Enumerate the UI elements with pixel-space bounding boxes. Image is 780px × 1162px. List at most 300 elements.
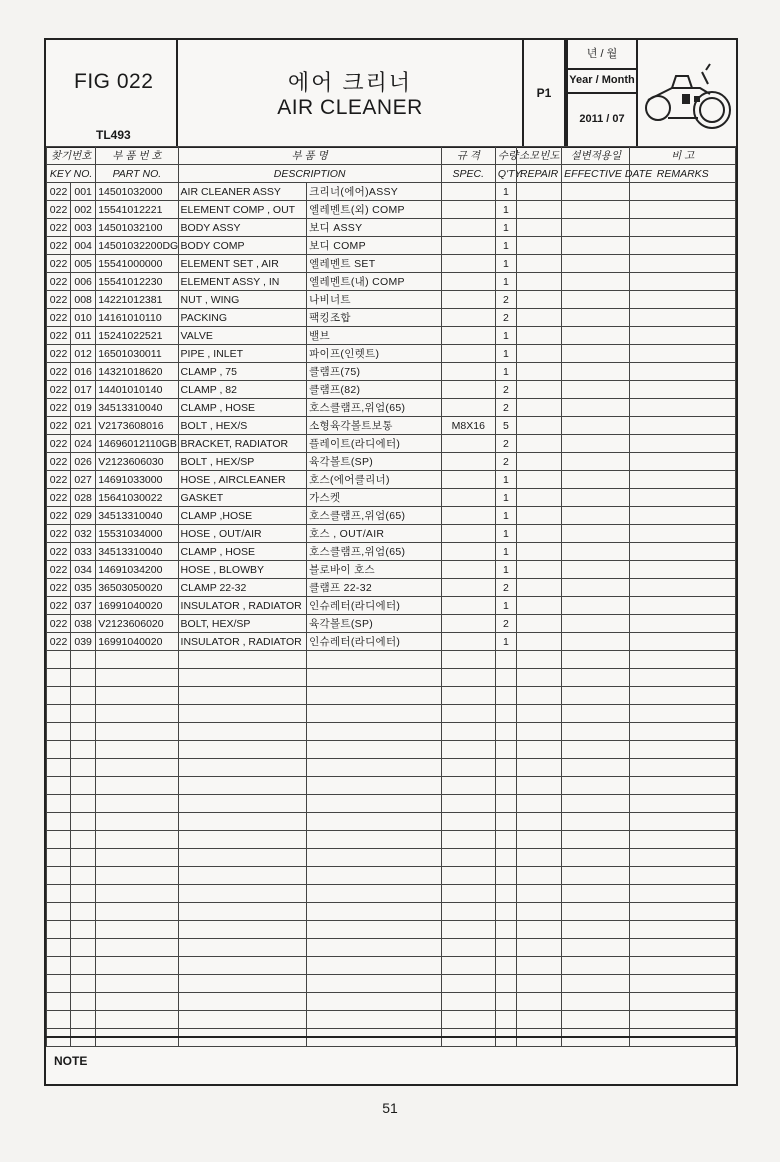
remarks-cell <box>630 255 736 273</box>
remarks-cell <box>630 561 736 579</box>
key-cell <box>71 831 96 849</box>
description-ko-cell: 육각볼트(SP) <box>307 615 442 633</box>
description-ko-cell <box>307 1011 442 1029</box>
effective-date-cell <box>562 615 630 633</box>
qty-cell: 1 <box>495 489 516 507</box>
description-en-cell: BOLT , HEX/S <box>178 417 307 435</box>
repair-cell <box>516 903 561 921</box>
part-number-cell <box>96 939 178 957</box>
fig-cell: 022 <box>47 183 71 201</box>
description-ko-cell <box>307 687 442 705</box>
empty-row <box>47 885 736 903</box>
repair-cell <box>516 363 561 381</box>
remarks-cell <box>630 327 736 345</box>
key-cell <box>71 741 96 759</box>
description-ko-cell <box>307 813 442 831</box>
qty-cell <box>495 813 516 831</box>
part-number-cell <box>96 777 178 795</box>
empty-row <box>47 813 736 831</box>
repair-cell <box>516 759 561 777</box>
fig-cell: 022 <box>47 381 71 399</box>
remarks-cell <box>630 831 736 849</box>
fig-cell: 022 <box>47 345 71 363</box>
parts-sheet <box>44 38 738 1086</box>
description-en-cell <box>178 795 307 813</box>
qty-cell: 2 <box>495 291 516 309</box>
fig-cell: 022 <box>47 237 71 255</box>
table-row <box>47 579 736 597</box>
repair-cell <box>516 291 561 309</box>
part-number-cell <box>96 651 178 669</box>
description-ko-cell: 호스(에어클리너) <box>307 471 442 489</box>
fig-cell <box>47 939 71 957</box>
col-remarks-ko: 비 고 <box>630 147 736 165</box>
part-number-cell <box>96 741 178 759</box>
spec-cell <box>441 867 495 885</box>
title-english: AIR CLEANER <box>277 96 423 119</box>
fig-cell <box>47 705 71 723</box>
key-cell: 005 <box>71 255 96 273</box>
description-ko-cell <box>307 849 442 867</box>
spec-cell <box>441 831 495 849</box>
part-number-cell: 14501032100 <box>96 219 178 237</box>
key-cell: 002 <box>71 201 96 219</box>
remarks-cell <box>630 705 736 723</box>
remarks-cell <box>630 993 736 1011</box>
col-key: KEY NO. <box>47 165 96 183</box>
figure-cell <box>46 40 178 146</box>
effective-date-cell <box>562 309 630 327</box>
description-en-cell: HOSE , OUT/AIR <box>178 525 307 543</box>
effective-date-cell <box>562 363 630 381</box>
remarks-cell <box>630 813 736 831</box>
empty-row <box>47 1011 736 1029</box>
effective-date-cell <box>562 975 630 993</box>
description-ko-cell: 인슈레터(라디에터) <box>307 633 442 651</box>
table-row <box>47 399 736 417</box>
effective-date-cell <box>562 1011 630 1029</box>
description-en-cell <box>178 741 307 759</box>
road-roller-icon <box>642 60 732 132</box>
part-number-cell <box>96 813 178 831</box>
key-cell: 003 <box>71 219 96 237</box>
key-cell: 038 <box>71 615 96 633</box>
empty-row <box>47 867 736 885</box>
remarks-cell <box>630 579 736 597</box>
effective-date-cell <box>562 921 630 939</box>
fig-cell: 022 <box>47 633 71 651</box>
description-en-cell <box>178 921 307 939</box>
key-cell: 027 <box>71 471 96 489</box>
table-row <box>47 489 736 507</box>
spec-cell <box>441 939 495 957</box>
remarks-cell <box>630 615 736 633</box>
qty-cell <box>495 741 516 759</box>
col-part-ko: 부 품 번 호 <box>96 147 178 165</box>
effective-date-cell <box>562 903 630 921</box>
spec-cell <box>441 543 495 561</box>
year-month-cell <box>566 40 638 146</box>
spec-cell <box>441 309 495 327</box>
description-en-cell: BOLT, HEX/SP <box>178 615 307 633</box>
part-number-cell: 16991040020 <box>96 597 178 615</box>
table-row <box>47 435 736 453</box>
fig-cell: 022 <box>47 525 71 543</box>
key-cell <box>71 867 96 885</box>
key-cell: 024 <box>71 435 96 453</box>
repair-cell <box>516 489 561 507</box>
qty-cell <box>495 849 516 867</box>
qty-cell <box>495 921 516 939</box>
table-row <box>47 219 736 237</box>
fig-cell <box>47 741 71 759</box>
fig-cell: 022 <box>47 489 71 507</box>
effective-date-cell <box>562 327 630 345</box>
description-en-cell: HOSE , BLOWBY <box>178 561 307 579</box>
description-en-cell: CLAMP 22-32 <box>178 579 307 597</box>
spec-cell <box>441 633 495 651</box>
qty-cell <box>495 1011 516 1029</box>
description-en-cell <box>178 1011 307 1029</box>
part-number-cell <box>96 975 178 993</box>
qty-cell: 1 <box>495 471 516 489</box>
fig-cell <box>47 831 71 849</box>
part-number-cell: 15541012230 <box>96 273 178 291</box>
part-number-cell <box>96 669 178 687</box>
qty-cell: 2 <box>495 381 516 399</box>
key-cell <box>71 1011 96 1029</box>
spec-cell <box>441 813 495 831</box>
repair-cell <box>516 939 561 957</box>
key-cell <box>71 903 96 921</box>
description-ko-cell: 엘레멘트 SET <box>307 255 442 273</box>
note-label: NOTE <box>54 1054 88 1068</box>
fig-cell <box>47 957 71 975</box>
effective-date-cell <box>562 417 630 435</box>
repair-cell <box>516 219 561 237</box>
repair-cell <box>516 309 561 327</box>
effective-date-cell <box>562 831 630 849</box>
description-ko-cell: 파이프(인렛트) <box>307 345 442 363</box>
description-ko-cell <box>307 651 442 669</box>
table-row <box>47 273 736 291</box>
qty-cell <box>495 777 516 795</box>
qty-cell: 1 <box>495 561 516 579</box>
fig-cell <box>47 867 71 885</box>
repair-cell <box>516 471 561 489</box>
repair-cell <box>516 579 561 597</box>
repair-cell <box>516 201 561 219</box>
part-number-cell <box>96 705 178 723</box>
description-ko-cell: 팩킹조합 <box>307 309 442 327</box>
remarks-cell <box>630 507 736 525</box>
repair-cell <box>516 795 561 813</box>
part-number-cell: 14321018620 <box>96 363 178 381</box>
remarks-cell <box>630 669 736 687</box>
description-ko-cell <box>307 921 442 939</box>
fig-cell: 022 <box>47 201 71 219</box>
spec-cell <box>441 255 495 273</box>
key-cell <box>71 849 96 867</box>
qty-cell: 2 <box>495 399 516 417</box>
description-ko-cell: 육각볼트(SP) <box>307 453 442 471</box>
spec-cell <box>441 327 495 345</box>
effective-date-cell <box>562 345 630 363</box>
qty-cell: 1 <box>495 201 516 219</box>
description-ko-cell: 보디 ASSY <box>307 219 442 237</box>
part-number-cell <box>96 831 178 849</box>
remarks-cell <box>630 759 736 777</box>
repair-cell <box>516 687 561 705</box>
col-part: PART NO. <box>96 165 178 183</box>
spec-cell <box>441 201 495 219</box>
repair-cell <box>516 867 561 885</box>
description-ko-cell <box>307 705 442 723</box>
part-number-cell: 15241022521 <box>96 327 178 345</box>
part-number-cell <box>96 687 178 705</box>
description-ko-cell <box>307 993 442 1011</box>
description-ko-cell <box>307 831 442 849</box>
remarks-cell <box>630 795 736 813</box>
qty-cell: 1 <box>495 255 516 273</box>
qty-cell: 1 <box>495 183 516 201</box>
repair-cell <box>516 345 561 363</box>
col-key-ko: 찾기번호 <box>47 147 96 165</box>
description-ko-cell <box>307 885 442 903</box>
remarks-cell <box>630 777 736 795</box>
qty-cell: 1 <box>495 597 516 615</box>
repair-cell <box>516 435 561 453</box>
description-en-cell <box>178 867 307 885</box>
effective-date-cell <box>562 579 630 597</box>
part-number-cell <box>96 795 178 813</box>
remarks-cell <box>630 237 736 255</box>
spec-cell <box>441 993 495 1011</box>
remarks-cell <box>630 345 736 363</box>
empty-row <box>47 849 736 867</box>
effective-date-cell <box>562 741 630 759</box>
table-row <box>47 525 736 543</box>
qty-cell: 2 <box>495 579 516 597</box>
spec-cell <box>441 759 495 777</box>
description-en-cell <box>178 651 307 669</box>
repair-cell <box>516 705 561 723</box>
table-row <box>47 345 736 363</box>
remarks-cell <box>630 867 736 885</box>
effective-date-cell <box>562 237 630 255</box>
empty-row <box>47 831 736 849</box>
key-cell: 017 <box>71 381 96 399</box>
spec-cell <box>441 957 495 975</box>
spec-cell <box>441 975 495 993</box>
description-en-cell: PACKING <box>178 309 307 327</box>
part-number-cell: V2173608016 <box>96 417 178 435</box>
key-cell <box>71 813 96 831</box>
effective-date-cell <box>562 849 630 867</box>
fig-cell: 022 <box>47 597 71 615</box>
empty-row <box>47 705 736 723</box>
qty-cell <box>495 885 516 903</box>
key-cell: 004 <box>71 237 96 255</box>
fig-cell: 022 <box>47 543 71 561</box>
part-number-cell <box>96 921 178 939</box>
empty-row <box>47 975 736 993</box>
repair-cell <box>516 273 561 291</box>
remarks-cell <box>630 201 736 219</box>
part-number-cell: 34513310040 <box>96 543 178 561</box>
fig-cell <box>47 921 71 939</box>
fig-cell <box>47 849 71 867</box>
fig-cell <box>47 669 71 687</box>
remarks-cell <box>630 471 736 489</box>
key-cell <box>71 723 96 741</box>
note-box <box>46 1036 736 1086</box>
qty-cell <box>495 903 516 921</box>
qty-cell: 2 <box>495 435 516 453</box>
part-number-cell <box>96 723 178 741</box>
description-en-cell: HOSE , AIRCLEANER <box>178 471 307 489</box>
header-row-english <box>47 165 736 183</box>
description-ko-cell <box>307 867 442 885</box>
col-repair: REPAIR <box>516 165 561 183</box>
repair-cell <box>516 849 561 867</box>
key-cell: 021 <box>71 417 96 435</box>
qty-cell: 1 <box>495 525 516 543</box>
year-month-label: Year / Month <box>568 68 636 94</box>
part-number-cell: V2123606030 <box>96 453 178 471</box>
table-row <box>47 453 736 471</box>
qty-cell: 1 <box>495 345 516 363</box>
key-cell: 032 <box>71 525 96 543</box>
repair-cell <box>516 957 561 975</box>
part-number-cell: 14501032000 <box>96 183 178 201</box>
repair-cell <box>516 633 561 651</box>
table-row <box>47 183 736 201</box>
effective-date-cell <box>562 687 630 705</box>
repair-cell <box>516 741 561 759</box>
spec-cell <box>441 849 495 867</box>
table-row <box>47 327 736 345</box>
description-en-cell: BODY ASSY <box>178 219 307 237</box>
spec-cell <box>441 237 495 255</box>
key-cell: 011 <box>71 327 96 345</box>
part-number-cell: 14501032200DG <box>96 237 178 255</box>
key-cell <box>71 921 96 939</box>
fig-cell <box>47 687 71 705</box>
description-ko-cell: 엘레멘트(내) COMP <box>307 273 442 291</box>
table-row <box>47 363 736 381</box>
part-number-cell: V2123606020 <box>96 615 178 633</box>
empty-row <box>47 957 736 975</box>
spec-cell <box>441 777 495 795</box>
description-en-cell: CLAMP , HOSE <box>178 543 307 561</box>
title-korean: 에어 크리너 <box>287 70 413 95</box>
spec-cell <box>441 183 495 201</box>
repair-cell <box>516 921 561 939</box>
effective-date-cell <box>562 201 630 219</box>
spec-cell <box>441 597 495 615</box>
qty-cell <box>495 759 516 777</box>
spec-cell <box>441 507 495 525</box>
description-ko-cell <box>307 939 442 957</box>
repair-cell <box>516 669 561 687</box>
repair-cell <box>516 831 561 849</box>
part-number-cell: 15531034000 <box>96 525 178 543</box>
key-cell <box>71 795 96 813</box>
empty-row <box>47 993 736 1011</box>
repair-cell <box>516 993 561 1011</box>
description-en-cell: INSULATOR , RADIATOR <box>178 597 307 615</box>
description-en-cell: ELEMENT SET , AIR <box>178 255 307 273</box>
qty-cell: 1 <box>495 273 516 291</box>
description-en-cell: INSULATOR , RADIATOR <box>178 633 307 651</box>
page-code-cell <box>524 40 566 146</box>
description-ko-cell: 가스켓 <box>307 489 442 507</box>
description-en-cell <box>178 777 307 795</box>
key-cell: 006 <box>71 273 96 291</box>
description-en-cell: BODY COMP <box>178 237 307 255</box>
description-en-cell <box>178 759 307 777</box>
qty-cell <box>495 669 516 687</box>
key-cell: 008 <box>71 291 96 309</box>
effective-date-cell <box>562 795 630 813</box>
remarks-cell <box>630 381 736 399</box>
repair-cell <box>516 525 561 543</box>
fig-cell <box>47 1011 71 1029</box>
part-number-cell: 14691033000 <box>96 471 178 489</box>
part-number-cell: 16501030011 <box>96 345 178 363</box>
repair-cell <box>516 381 561 399</box>
part-number-cell: 16991040020 <box>96 633 178 651</box>
effective-date-cell <box>562 867 630 885</box>
spec-cell <box>441 615 495 633</box>
description-en-cell: PIPE , INLET <box>178 345 307 363</box>
description-ko-cell: 호스클램프,위엄(65) <box>307 543 442 561</box>
key-cell <box>71 993 96 1011</box>
description-en-cell: BRACKET, RADIATOR <box>178 435 307 453</box>
effective-date-cell <box>562 273 630 291</box>
description-ko-cell: 보디 COMP <box>307 237 442 255</box>
key-cell <box>71 669 96 687</box>
description-ko-cell <box>307 669 442 687</box>
key-cell <box>71 975 96 993</box>
repair-cell <box>516 885 561 903</box>
spec-cell <box>441 705 495 723</box>
description-ko-cell: 나비너트 <box>307 291 442 309</box>
spec-cell <box>441 345 495 363</box>
effective-date-cell <box>562 291 630 309</box>
description-ko-cell <box>307 903 442 921</box>
description-ko-cell: 클램프 22-32 <box>307 579 442 597</box>
remarks-cell <box>630 435 736 453</box>
description-en-cell: ELEMENT ASSY , IN <box>178 273 307 291</box>
qty-cell: 2 <box>495 453 516 471</box>
key-cell: 016 <box>71 363 96 381</box>
description-en-cell: NUT , WING <box>178 291 307 309</box>
fig-cell <box>47 813 71 831</box>
effective-date-cell <box>562 939 630 957</box>
effective-date-cell <box>562 813 630 831</box>
repair-cell <box>516 597 561 615</box>
col-spec: SPEC. <box>441 165 495 183</box>
remarks-cell <box>630 399 736 417</box>
remarks-cell <box>630 543 736 561</box>
description-ko-cell: 소형육각볼트보통 <box>307 417 442 435</box>
repair-cell <box>516 651 561 669</box>
empty-row <box>47 777 736 795</box>
repair-cell <box>516 237 561 255</box>
part-number-cell: 36503050020 <box>96 579 178 597</box>
